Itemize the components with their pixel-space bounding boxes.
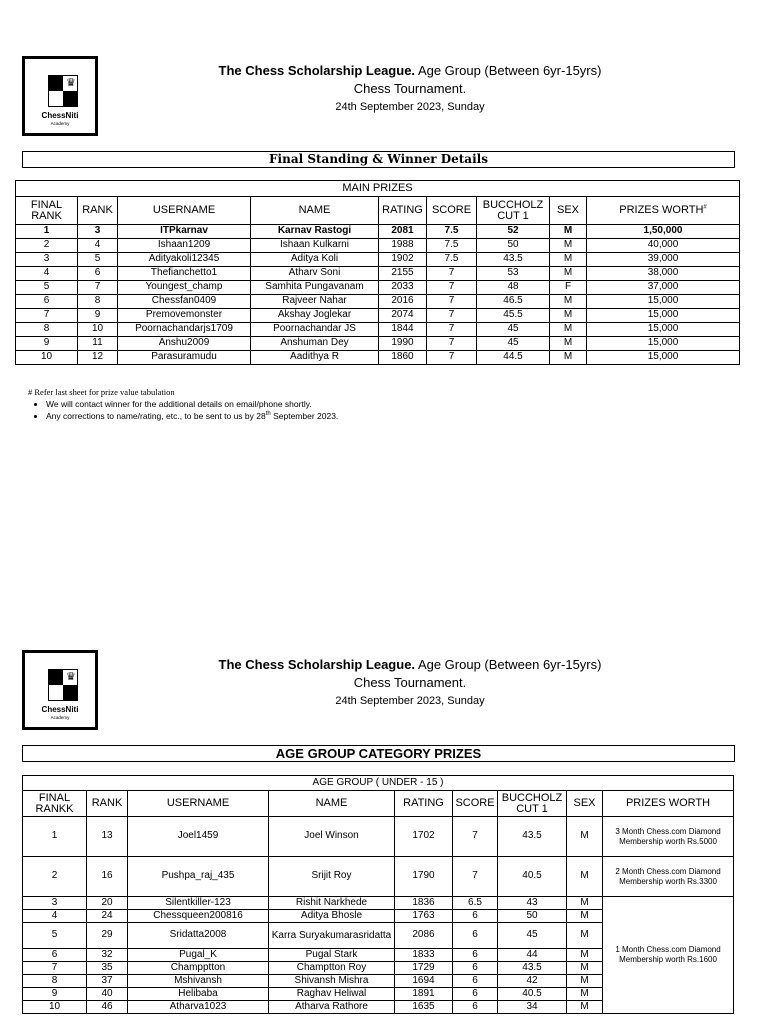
table-cell: 37,000 [587, 281, 740, 295]
table-cell: 45 [477, 323, 550, 337]
table-cell: 3 [23, 897, 87, 910]
table-cell: M [567, 975, 603, 988]
table-cell: Anshu2009 [118, 337, 251, 351]
table-row [16, 323, 740, 337]
table-cell: Premovemonster [118, 309, 251, 323]
col-prizes: PRIZES WORTH# [587, 197, 740, 225]
table-cell: 2016 [379, 295, 427, 309]
table-cell: 8 [23, 975, 87, 988]
table-cell: 7.5 [427, 225, 477, 239]
table-cell: M [550, 337, 587, 351]
table-cell: Helibaba [128, 988, 269, 1001]
table-cell: 15,000 [587, 323, 740, 337]
chessniti-logo [22, 56, 98, 136]
page-header [120, 62, 700, 116]
main-prizes-body [16, 225, 740, 365]
table-cell: 1833 [395, 949, 453, 962]
table-cell: Aadithya R [251, 351, 379, 365]
col-rating: RATING [379, 197, 427, 225]
table-cell: 43 [498, 897, 567, 910]
table-cell: M [550, 267, 587, 281]
table-cell: 6 [453, 923, 498, 949]
table-cell: M [550, 239, 587, 253]
table-cell: 1,50,000 [587, 225, 740, 239]
table-cell: 34 [498, 1001, 567, 1014]
table-cell: Pugal_K [128, 949, 269, 962]
table-row [23, 817, 734, 857]
table-cell: 32 [87, 949, 128, 962]
table-cell: 40.5 [498, 988, 567, 1001]
prize-cell-rest: 1 Month Chess.com Diamond Membership worth Rs.1600 [603, 897, 734, 1014]
table-cell: 9 [16, 337, 78, 351]
table-cell: M [567, 988, 603, 1001]
table-cell: 42 [498, 975, 567, 988]
table-cell: F [550, 281, 587, 295]
table-cell: 5 [23, 923, 87, 949]
col-buchholz: BUCCHOLZ CUT 1 [477, 197, 550, 225]
table-cell: 15,000 [587, 309, 740, 323]
chessboard-icon [48, 75, 78, 107]
page-header-2 [120, 656, 700, 710]
table-cell: 40,000 [587, 239, 740, 253]
table-caption: MAIN PRIZES [16, 181, 740, 197]
table-cell: Rishit Narkhede [269, 897, 395, 910]
table-cell: 7 [78, 281, 118, 295]
table-row [16, 309, 740, 323]
table-cell: 1844 [379, 323, 427, 337]
col-prizes: PRIZES WORTH [603, 791, 734, 817]
table-cell: 45 [498, 923, 567, 949]
table-cell: 6 [23, 949, 87, 962]
table-cell: 1790 [395, 857, 453, 897]
tournament-title: Chess Tournament. [353, 675, 467, 690]
col-final-rank: FINAL RANKK [23, 791, 87, 817]
col-username: USERNAME [128, 791, 269, 817]
table-cell: 45 [477, 337, 550, 351]
table-row [16, 253, 740, 267]
table-cell: Poornachandar JS [251, 323, 379, 337]
table-cell: 7 [453, 817, 498, 857]
table-cell: 13 [87, 817, 128, 857]
table-cell: Chessfan0409 [118, 295, 251, 309]
logo-brand: ChessNiti [41, 111, 79, 120]
table-cell: Atharva Rathore [269, 1001, 395, 1014]
table-cell: 6 [453, 1001, 498, 1014]
table-cell: Aditya Bhosle [269, 910, 395, 923]
table-cell: M [550, 295, 587, 309]
table-cell: 38,000 [587, 267, 740, 281]
notes [28, 386, 338, 422]
table-cell: 9 [78, 309, 118, 323]
age-group-body [23, 817, 734, 1014]
table-cell: 10 [23, 1001, 87, 1014]
table-cell: Raghav Heliwal [269, 988, 395, 1001]
table-cell: 2081 [379, 225, 427, 239]
logo-brand: ChessNiti [41, 705, 79, 714]
table-cell: Shivansh Mishra [269, 975, 395, 988]
table-cell: 1635 [395, 1001, 453, 1014]
table-row [16, 337, 740, 351]
logo-sub: Academy [50, 715, 70, 720]
table-cell: 7 [427, 323, 477, 337]
table-cell: 37 [87, 975, 128, 988]
table-cell: 3 [78, 225, 118, 239]
table-cell: Aditya Koli [251, 253, 379, 267]
table-cell: 6 [453, 975, 498, 988]
col-score: SCORE [427, 197, 477, 225]
table-cell: 15,000 [587, 351, 740, 365]
pawn-icon: ♙ [52, 92, 62, 104]
table-cell: 6 [453, 988, 498, 1001]
section1-banner: Final Standing & Winner Details [22, 151, 735, 168]
main-prizes-table [15, 180, 740, 365]
table-cell: 7.5 [427, 239, 477, 253]
table-cell: M [567, 949, 603, 962]
col-final-rank: FINAL RANK [16, 197, 78, 225]
table-cell: 7 [427, 267, 477, 281]
table-cell: 39,000 [587, 253, 740, 267]
table-cell: Karra Suryakumarasridatta [269, 923, 395, 949]
table-cell: M [567, 857, 603, 897]
table-cell: 53 [477, 267, 550, 281]
table-cell: 7 [23, 962, 87, 975]
table-cell: 7 [427, 351, 477, 365]
table-cell: 4 [23, 910, 87, 923]
table-cell: ITPkarnav [118, 225, 251, 239]
table-cell: M [567, 817, 603, 857]
table-cell: Atharv Soni [251, 267, 379, 281]
table-cell: 3 [16, 253, 78, 267]
table-cell: 1902 [379, 253, 427, 267]
table-cell: Akshay Joglekar [251, 309, 379, 323]
table-cell: Thefianchetto1 [118, 267, 251, 281]
logo-sub: Academy [50, 121, 70, 126]
table-cell: 46.5 [477, 295, 550, 309]
age-group-table [22, 775, 734, 1014]
table-cell: Ishaan Kulkarni [251, 239, 379, 253]
table-cell: 4 [16, 267, 78, 281]
table-cell: 6 [453, 949, 498, 962]
table-cell: Parasuramudu [118, 351, 251, 365]
table-row [16, 267, 740, 281]
table-cell: 2074 [379, 309, 427, 323]
table-cell: 7 [427, 309, 477, 323]
table-cell: 7 [427, 337, 477, 351]
table-cell: Pushpa_raj_435 [128, 857, 269, 897]
table-cell: 11 [78, 337, 118, 351]
note-contact: • We will contact winner for the additional details on email/phone shortly. [46, 398, 338, 410]
footnote: # Refer last sheet for prize value tabulation [28, 387, 175, 397]
note-corrections: • Any corrections to name/rating, etc., to be sent to us by 28th September 2023. [46, 410, 338, 422]
prize-cell-2: 2 Month Chess.com Diamond Membership worth Rs.3300 [603, 857, 734, 897]
table-cell: Ishaan1209 [118, 239, 251, 253]
table-cell: 29 [87, 923, 128, 949]
table-cell: 1860 [379, 351, 427, 365]
col-rank: RANK [87, 791, 128, 817]
table-cell: Sridatta2008 [128, 923, 269, 949]
table-cell: M [550, 323, 587, 337]
table-cell: 1763 [395, 910, 453, 923]
table-cell: 1891 [395, 988, 453, 1001]
table-cell: Silentkiller-123 [128, 897, 269, 910]
table-caption: AGE GROUP ( UNDER - 15 ) [23, 776, 734, 791]
table-cell: 2033 [379, 281, 427, 295]
table-cell: 1729 [395, 962, 453, 975]
table-cell: 2155 [379, 267, 427, 281]
table-row [23, 897, 734, 910]
table-cell: 24 [87, 910, 128, 923]
col-name: NAME [251, 197, 379, 225]
table-cell: 2 [23, 857, 87, 897]
table-cell: Pugal Stark [269, 949, 395, 962]
table-cell: 6 [453, 910, 498, 923]
col-username: USERNAME [118, 197, 251, 225]
tournament-date: 24th September 2023, Sunday [335, 101, 485, 113]
table-cell: 6 [78, 267, 118, 281]
table-cell: 43.5 [477, 253, 550, 267]
table-cell: Chessqueen200816 [128, 910, 269, 923]
table-cell: M [550, 253, 587, 267]
age-group: Age Group (Between 6yr-15yrs) [417, 63, 602, 78]
table-row [16, 225, 740, 239]
table-row [16, 295, 740, 309]
table-cell: 1990 [379, 337, 427, 351]
table-cell: 46 [87, 1001, 128, 1014]
table-cell: 40 [87, 988, 128, 1001]
table-cell: M [567, 1001, 603, 1014]
col-buchholz: BUCCHOLZ CUT 1 [498, 791, 567, 817]
col-sex: SEX [550, 197, 587, 225]
table-cell: Champtton Roy [269, 962, 395, 975]
table-cell: 15,000 [587, 337, 740, 351]
table-cell: Samhita Pungavanam [251, 281, 379, 295]
table-cell: 7 [453, 857, 498, 897]
table-cell: 16 [87, 857, 128, 897]
table-cell: 44.5 [477, 351, 550, 365]
king-icon: ♛ [66, 77, 76, 89]
table-cell: 5 [78, 253, 118, 267]
table-cell: M [567, 910, 603, 923]
table-cell: Karnav Rastogi [251, 225, 379, 239]
table-cell: M [567, 897, 603, 910]
table-cell: 9 [23, 988, 87, 1001]
table-row [23, 857, 734, 897]
table-cell: 7 [16, 309, 78, 323]
table-row [16, 281, 740, 295]
col-rank: RANK [78, 197, 118, 225]
table-cell: 43.5 [498, 817, 567, 857]
table-cell: 44 [498, 949, 567, 962]
table-cell: 1702 [395, 817, 453, 857]
table-cell: 1 [16, 225, 78, 239]
table-cell: M [550, 225, 587, 239]
table-cell: 40.5 [498, 857, 567, 897]
table-cell: Mshivansh [128, 975, 269, 988]
king-icon: ♛ [66, 671, 76, 683]
chessboard-icon [48, 669, 78, 701]
table-cell: Srijit Roy [269, 857, 395, 897]
col-name: NAME [269, 791, 395, 817]
table-cell: M [567, 962, 603, 975]
table-cell: 50 [498, 910, 567, 923]
table-cell: 8 [78, 295, 118, 309]
pawn-icon: ♙ [52, 686, 62, 698]
table-cell: 15,000 [587, 295, 740, 309]
table-cell: Rajveer Nahar [251, 295, 379, 309]
table-cell: 12 [78, 351, 118, 365]
table-row [16, 351, 740, 365]
table-cell: 1 [23, 817, 87, 857]
table-cell: Joel Winson [269, 817, 395, 857]
table-cell: 2 [16, 239, 78, 253]
table-cell: Joel1459 [128, 817, 269, 857]
table-cell: Champptton [128, 962, 269, 975]
table-cell: 1694 [395, 975, 453, 988]
table-cell: 52 [477, 225, 550, 239]
table-cell: 8 [16, 323, 78, 337]
table-cell: 43.5 [498, 962, 567, 975]
chessniti-logo-2 [22, 650, 98, 730]
table-cell: 1988 [379, 239, 427, 253]
table-cell: M [550, 309, 587, 323]
table-cell: M [550, 351, 587, 365]
table-cell: 10 [78, 323, 118, 337]
table-cell: 10 [16, 351, 78, 365]
table-cell: 7 [427, 295, 477, 309]
col-rating: RATING [395, 791, 453, 817]
table-cell: 20 [87, 897, 128, 910]
tournament-date: 24th September 2023, Sunday [335, 695, 485, 707]
table-cell: 7 [427, 281, 477, 295]
table-cell: Anshuman Dey [251, 337, 379, 351]
table-cell: 50 [477, 239, 550, 253]
col-score: SCORE [453, 791, 498, 817]
table-cell: Poornachandarjs1709 [118, 323, 251, 337]
table-cell: 6 [453, 962, 498, 975]
table-cell: 2086 [395, 923, 453, 949]
table-cell: 6 [16, 295, 78, 309]
table-cell: 5 [16, 281, 78, 295]
section2-banner: AGE GROUP CATEGORY PRIZES [22, 745, 735, 762]
table-row [16, 239, 740, 253]
table-cell: 48 [477, 281, 550, 295]
table-cell: 35 [87, 962, 128, 975]
league-title: The Chess Scholarship League. [218, 657, 416, 672]
prize-cell-1: 3 Month Chess.com Diamond Membership worth Rs.5000 [603, 817, 734, 857]
league-title: The Chess Scholarship League. [218, 63, 416, 78]
table-cell: 6.5 [453, 897, 498, 910]
table-cell: 7.5 [427, 253, 477, 267]
col-sex: SEX [567, 791, 603, 817]
age-group: Age Group (Between 6yr-15yrs) [417, 657, 602, 672]
tournament-title: Chess Tournament. [353, 81, 467, 96]
table-cell: 45.5 [477, 309, 550, 323]
table-cell: Adityakoli12345 [118, 253, 251, 267]
table-cell: Atharva1023 [128, 1001, 269, 1014]
table-cell: M [567, 923, 603, 949]
table-cell: 1836 [395, 897, 453, 910]
table-cell: 4 [78, 239, 118, 253]
table-cell: Youngest_champ [118, 281, 251, 295]
